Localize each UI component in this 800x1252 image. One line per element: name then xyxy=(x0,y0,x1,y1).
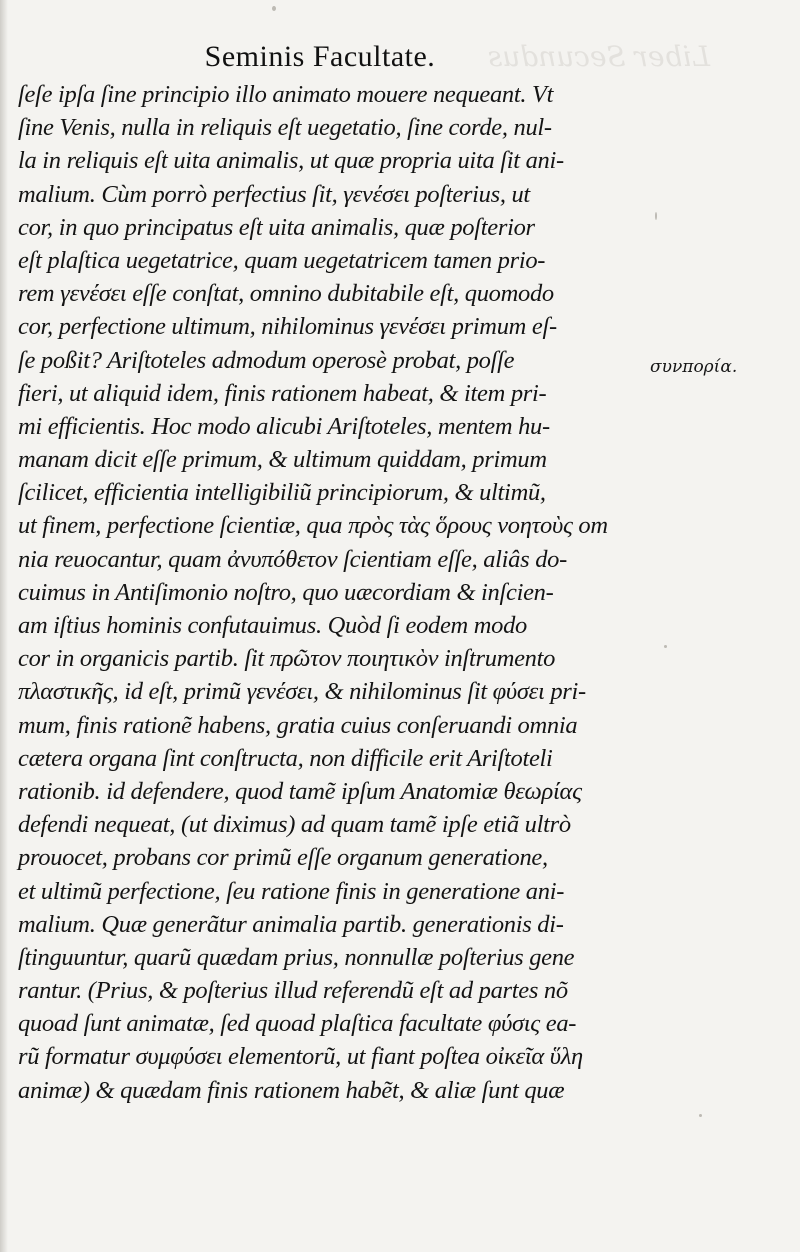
body-text xyxy=(18,78,658,1107)
text-line: malium. Cùm porrò perfectius ſit, γενέσει poſterius, ut xyxy=(18,180,530,208)
text-line: am iſtius hominis confutauimus. Quòd ſi eodem modo xyxy=(18,612,528,639)
text-line: et ultimũ perfectione, ſeu ratione finis in generatione ani- xyxy=(18,877,565,905)
text-line: malium. Quæ generãtur animalia partib. generationis di- xyxy=(18,910,564,938)
text-line: cætera organa ſint conſtructa, non difficile erit Ariſtoteli xyxy=(18,744,553,772)
text-line: cor, in quo principatus eſt uita animalis, quæ poſterior xyxy=(18,213,535,241)
text-line: rũ formatur συμφύσει elementorũ, ut fiant poſtea οἰκεῖα ὕλη xyxy=(18,1043,583,1071)
page-gutter-shadow xyxy=(0,0,8,1252)
text-line: ſe poßit? Ariſtoteles admodum operosè probat, poſſe xyxy=(18,346,515,374)
text-line: ſtinguuntur, quarũ quædam prius, nonnullæ poſterius gene xyxy=(18,943,575,971)
text-line: prouocet, probans cor primũ eſſe organum generatione, xyxy=(18,844,548,872)
text-line: ſeſe ipſa ſine principio illo animato mouere nequeant. Vt xyxy=(18,81,554,108)
text-line: πλαστικῆς, id eſt, primũ γενέσει, & nihilominus ſit φύσει pri- xyxy=(18,678,586,706)
text-line: animæ) & quædam finis rationem habẽt, & aliæ ſunt quæ xyxy=(18,1076,565,1104)
running-head: Seminis Facultate. xyxy=(204,40,436,73)
text-line: mi efficientis. Hoc modo alicubi Ariſtoteles, mentem hu- xyxy=(18,412,550,440)
text-line: cuimus in Antiſimonio noſtro, quo uæcordiam & inſcien- xyxy=(18,578,554,606)
text-line: la in reliquis eſt uita animalis, ut quæ propria uita ſit ani- xyxy=(18,147,564,175)
text-line: mum, finis rationẽ habens, gratia cuius conſeruandi omnia xyxy=(18,711,578,739)
show-through-text: Liber Secundus xyxy=(487,40,710,73)
paper-speck xyxy=(664,645,667,648)
text-line: rationib. id defendere, quod tamẽ ipſum Anatomiæ θεωρίας xyxy=(18,777,582,805)
text-line: ſine Venis, nulla in reliquis eſt uegetatio, ſine corde, nul- xyxy=(18,114,552,142)
text-line: rantur. (Prius, & poſterius illud referendũ eſt ad partes nõ xyxy=(18,977,568,1005)
text-line: manam dicit eſſe primum, & ultimum quiddam, primum xyxy=(18,446,547,474)
text-line: cor, perfectione ultimum, nihilominus γενέσει primum eſ- xyxy=(18,313,557,341)
text-line: eſt plaſtica uegetatrice, quam uegetatricem tamen prio- xyxy=(18,246,546,274)
paper-speck xyxy=(699,1114,702,1117)
text-line: ſcilicet, efficientia intelligibiliũ principiorum, & ultimũ, xyxy=(18,479,546,507)
text-line: ut finem, perfectione ſcientiæ, qua πρὸς τὰς ὅρους νοητοὺς om xyxy=(18,512,608,540)
text-line: cor in organicis partib. ſit πρῶτον ποιητικὸν inſtrumento xyxy=(18,645,556,673)
paper-speck xyxy=(272,6,276,11)
text-line: nia reuocantur, quam ἀνυπόθετον ſcientiam eſſe, aliâs do- xyxy=(18,545,567,573)
text-line: quoad ſunt animatæ, ſed quoad plaſtica facultate φύσις ea- xyxy=(18,1010,577,1038)
text-line: defendi nequeat, (ut diximus) ad quam tamẽ ipſe etiã ultrò xyxy=(18,811,571,839)
marginal-note: συνπορία. xyxy=(650,357,738,377)
paper-speck xyxy=(655,212,657,220)
text-line: rem γενέσει eſſe conſtat, omnino dubitabile eſt, quomodo xyxy=(18,280,554,308)
text-line: fieri, ut aliquid idem, finis rationem habeat, & item pri- xyxy=(18,379,547,407)
